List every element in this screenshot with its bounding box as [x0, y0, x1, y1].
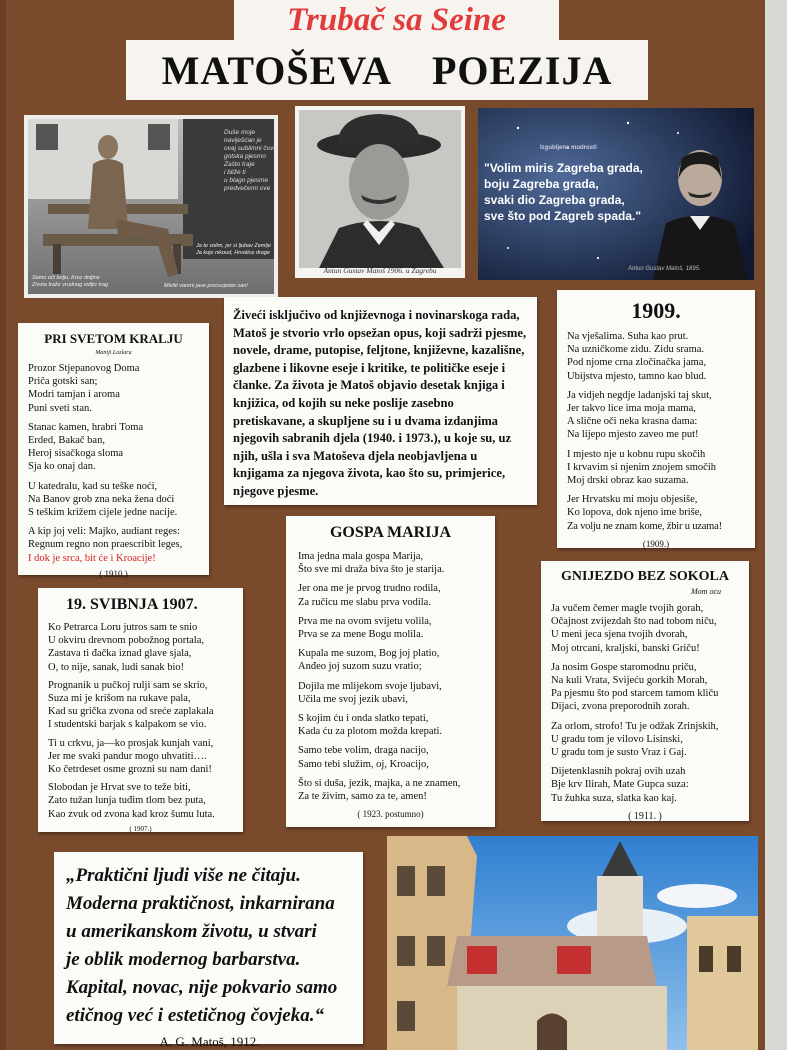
stanza: Dojila me mlijekom svoje ljubavi, Učila me svoj jezik ubavi,	[298, 680, 442, 705]
stanza: Ja vučem čemer magle tvojih gorah, Očajnost zvijezdah što nad tobom niču, U meni jeca sjena tvojih dvorah, Moj otrcani, kraljski, banski Griču!	[551, 603, 717, 654]
stanza: Na vješalima. Suha kao prut. Na uzničkome zidu. Zidu srama. Pod njome crna zločinačka jama, Ubijstva mjesto, tamno kao blud.	[567, 331, 707, 382]
stanza: Stanac kamen, hrabri Toma Erded, Bakač ban, Heroj sisačkoga sloma Sja ko onaj dan.	[28, 421, 144, 473]
stanza: Jer ona me je prvog trudno rodila, Za ručicu me slabu prva vodila.	[298, 583, 441, 608]
quote-author: A. G. Matoš, 1912.	[159, 1034, 260, 1049]
statue-caption-bottom-right: Misliti vareni jave procuvjetan san!	[164, 283, 248, 289]
poem-title: 1909.	[631, 298, 681, 323]
stanza: Ko Petrarca Loru jutros sam te snio U okviru drevnom pobožnog portala, Zastava ti đačka iznad glave sjala, O, to nije, sanak, ludi sanak bio!	[48, 622, 205, 673]
stanza: Ja nosim Gospe staromodnu priču, Na kuli Vrata, Svijeću gorkih Morah, Pa pjesmu što pod starcem tamom kliču Dijaci, zvona preporodnih zorah.	[551, 661, 719, 713]
statue-photo	[24, 115, 278, 298]
stanza: Prva me na ovom svijetu volila, Prva se za mene Bogu molila.	[298, 615, 432, 641]
poem-year: ( 1911. )	[628, 810, 662, 822]
poem-title: 19. SVIBNJA 1907.	[66, 596, 198, 613]
stanza: Slobodan je Hrvat sve to teže biti, Zato tužan lunja tuđim tlom bez puta, Kao zvuk od zvona kad kroz šumu luta.	[48, 782, 215, 820]
poem-card-gospa-marija	[286, 516, 495, 827]
poem-subtitle: Mom ocu	[691, 587, 721, 596]
stanza: S kojim ću i onda slatko tepati, Kada ću za plotom možda krepati.	[298, 713, 443, 738]
poem-title: PRI SVETOM KRALJU	[44, 331, 183, 346]
portrait-photo	[295, 106, 465, 278]
banner-small-label: Izgubljene mudrosti	[540, 145, 597, 151]
title-word-2: POEZIJA	[431, 47, 613, 93]
banner-quote-image	[478, 108, 754, 280]
poem-year: ( 1907.)	[129, 824, 152, 833]
header-title-black	[126, 40, 648, 100]
stanza: Što si duša, jezik, majka, a ne znamen, Za te živim, samo za te, amen!	[298, 777, 461, 803]
poem-year: ( 1923. postumno)	[357, 809, 424, 820]
poem-title: GOSPA MARIJA	[329, 524, 452, 541]
quote-card	[54, 852, 363, 1049]
banner-signature: Antun Gustav Matoš, 1895.	[628, 266, 701, 272]
stanza: Prognanik u pučkoj rulji sam se skrio, Suza mi je krišom na rukave pala, Kad su grička zvona od sreće zaplakala I studentski barjak s kalpakom se vio.	[48, 679, 214, 731]
quote-text: „Praktični ljudi više ne čitaju. Moderna praktičnost, inkarnirana u amerikanskom životu, u stvari je oblik modernog barbarstva. Kapital, novac, nije pokvario samo etičnog već i estetičnog čovjeka.“	[66, 865, 338, 1026]
poem-title: GNIJEZDO BEZ SOKOLA	[560, 569, 730, 584]
poem-year: (1909.)	[642, 538, 670, 549]
stanza: A kip joj veli: Majko, audiant reges: Regnum regno non praescribit leges, I dok je srca, bit će i Kroacije!	[28, 525, 199, 565]
bio-card	[224, 297, 537, 505]
poem-card-gnijezdo-bez-sokola	[541, 561, 749, 821]
poem-year: ( 1910.)	[99, 568, 128, 579]
statue-caption-bottom-left: Samo oči bolju. Kroz doljine Zivota traže vrudnog vidljiv trag	[32, 275, 109, 288]
wall-edge	[765, 0, 787, 1050]
portrait-caption: Antun Gustav Matoš 1906. u Zagrebu	[323, 266, 437, 275]
stanza: Dijetenklasnih pokraj ovih uzah Bje krv Ilirah, Mate Gupca suza: Tu žuhka suza, slatka kao kaj.	[551, 766, 689, 804]
poem-subtitle: Maniji Lozlaru	[95, 350, 132, 356]
poem-card-pri-svetom-kralju	[18, 323, 209, 579]
stanza: Kupala me suzom, Bog joj platio, Anđeo joj suzom suzu vratio;	[298, 648, 440, 673]
stanza: Ti u crkvu, ja—ko prosjak kunjah vani, Jer me svaki pandur mogo uhvatiti…. Ko četrdeset osme grozni su nam dani!	[48, 737, 214, 776]
statue-caption-mid: Ja te volim, jer si ljubav Zemlje Ja koje nikoud, Hrvatice drage	[196, 243, 271, 256]
stanza: Prozor Stjepanovog Doma Priča gotski san; Modri tamjan i aroma Puni sveti stan.	[28, 363, 140, 414]
poem-card-1909	[557, 290, 755, 548]
stanza: I mjesto nje u kobnu rupu skočih I krvavim si njenim znojem smočih Moj drski obraz kao suzama.	[567, 448, 717, 487]
church-photo	[387, 836, 758, 1050]
statue-caption-top: Duše moje naviješćan je ovaj sublimni čuva gotska pjesmo Zašto traje i bliže ti u blago pjesme predvečerni ove	[224, 129, 278, 192]
highlighted-line: I dok je srca, bit će i Kroacije!	[28, 552, 156, 564]
stanza: Ima jedna mala gospa Marija, Što sve mi draža biva što je starija.	[298, 551, 445, 576]
stanza: Za orlom, strofo! Tu je odžak Zrinjskih, U gradu tom je vilovo Lisinski, U gradu tom je susto Vraz i Gaj.	[551, 720, 719, 759]
stanza: Ja vidjeh negdje ladanjski taj skut, Jer takvo lice ima moja mama, A slične oči neka krasna dama: Na lijepo mjesto zaveo me put!	[567, 389, 712, 441]
board-frame-left	[0, 0, 6, 1050]
stanza: Samo tebe volim, draga nacijo, Samo tebi služim, oj, Kroacijo,	[298, 745, 429, 770]
bio-text: Živeći isključivo od književnoga i novinarskoga rada, Matoš je stvorio vrlo opsežan opus, koji sadrži pjesme, novele, drame, putopise, feljtone, književne, kazališne, glazbene i likovne eseje i kritike, te političke eseje i članke. Za života je Matoš objavio desetak knjiga i knjižica, od kojih su neke poslije zasebno pretiskavane, a skupljene su i u dvama izdanjima njegovih sabranih djela (1940. i 1973.), u koje su, uz njih, ušla i sva Matoševa djela neobjavljena u knjigama za njegova života, kao što su, primjerice, njegove pjesme.	[233, 308, 527, 498]
title-word-1: MATOŠEVA	[161, 47, 392, 93]
stanza: Jer Hrvatsku mi moju objesiše, Ko lopova, dok njeno ime briše, Za volju ne znam kome, žbir u uzama!	[567, 494, 722, 532]
poem-card-19-svibnja-1907	[38, 588, 243, 832]
stanza: U katedralu, kad su teške noći, Na Banov grob zna neka žena doći S teškim križem cijele jedne nacije.	[28, 480, 178, 519]
header-title-red: Trubač sa Seine	[234, 0, 559, 40]
banner-quote: "Volim miris Zagreba grada, boju Zagreba grada, svaki dio Zagreba grada, sve što pod Zagreb spada."	[484, 161, 643, 223]
